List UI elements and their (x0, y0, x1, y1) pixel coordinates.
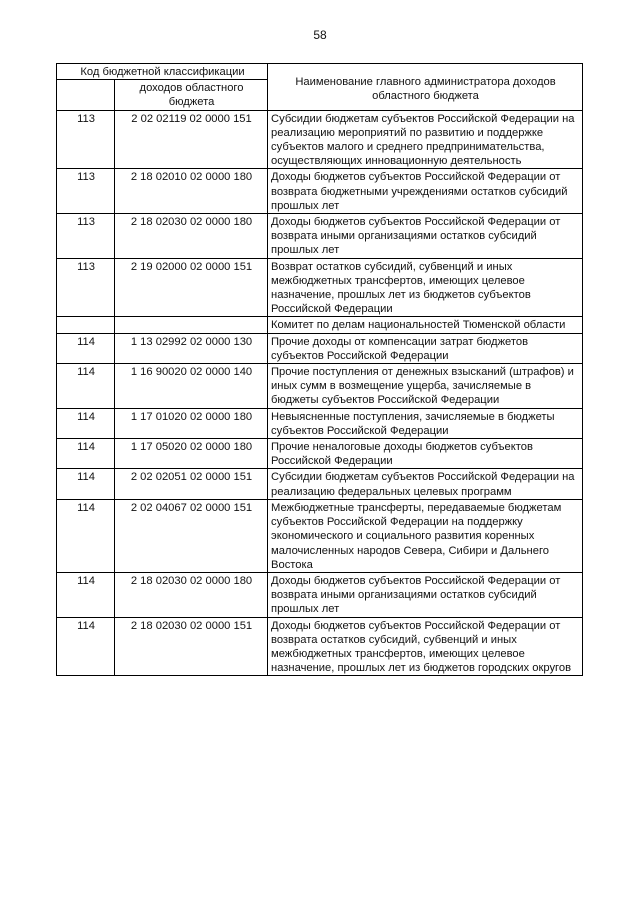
table-row (57, 617, 583, 676)
revenue-name-cell: Невыясненные поступления, зачисляемые в бюджеты субъектов Российской Федерации (268, 408, 583, 438)
revenue-name-cell: Доходы бюджетов субъектов Российской Федерации от возврата бюджетными учреждениями остатков субсидий прошлых лет (268, 169, 583, 214)
header-admin-blank (57, 80, 115, 110)
table-row (57, 572, 583, 617)
table-row (57, 214, 583, 259)
admin-code-cell: 114 (57, 617, 115, 676)
admin-code-cell: 114 (57, 572, 115, 617)
table-row (57, 439, 583, 469)
admin-code-cell: 113 (57, 169, 115, 214)
budget-code-cell: 2 18 02010 02 0000 180 (115, 169, 268, 214)
revenue-name-cell: Доходы бюджетов субъектов Российской Федерации от возврата остатков субсидий, субвенций и иных межбюджетных трансфертов, имеющих целевое назначение, прошлых лет из бюджетов городских округов (268, 617, 583, 676)
header-admin-name: Наименование главного администратора доходов областного бюджета (268, 64, 583, 111)
revenue-name-cell: Прочие доходы от компенсации затрат бюджетов субъектов Российской Федерации (268, 333, 583, 363)
budget-code-cell: 2 02 04067 02 0000 151 (115, 499, 268, 572)
revenue-name-cell: Доходы бюджетов субъектов Российской Федерации от возврата иными организациями остатков субсидий прошлых лет (268, 214, 583, 259)
budget-code-cell (115, 317, 268, 333)
budget-code-cell: 2 02 02119 02 0000 151 (115, 110, 268, 169)
budget-code-cell: 2 18 02030 02 0000 151 (115, 617, 268, 676)
revenue-name-cell: Субсидии бюджетам субъектов Российской Федерации на реализацию федеральных целевых программ (268, 469, 583, 499)
revenue-name-cell: Комитет по делам национальностей Тюменской области (268, 317, 583, 333)
table-header (57, 64, 583, 111)
table-row (57, 364, 583, 409)
revenue-name-cell: Доходы бюджетов субъектов Российской Федерации от возврата иными организациями остатков субсидий прошлых лет (268, 572, 583, 617)
budget-code-cell: 1 16 90020 02 0000 140 (115, 364, 268, 409)
budget-code-cell: 2 18 02030 02 0000 180 (115, 572, 268, 617)
table-row (57, 499, 583, 572)
table-row (57, 110, 583, 169)
table-body (57, 110, 583, 676)
header-income-code: доходов областного бюджета (115, 80, 268, 110)
section-header-row (57, 317, 583, 333)
admin-code-cell: 114 (57, 408, 115, 438)
table-row (57, 333, 583, 363)
revenue-name-cell: Возврат остатков субсидий, субвенций и иных межбюджетных трансфертов, имеющих целевое назначение, прошлых лет из бюджетов субъектов Российской Федерации (268, 258, 583, 317)
budget-code-cell: 2 02 02051 02 0000 151 (115, 469, 268, 499)
header-code-group: Код бюджетной классификации (57, 64, 268, 80)
budget-code-cell: 2 18 02030 02 0000 180 (115, 214, 268, 259)
admin-code-cell: 113 (57, 214, 115, 259)
admin-code-cell: 114 (57, 499, 115, 572)
revenue-name-cell: Межбюджетные трансферты, передаваемые бюджетам субъектов Российской Федерации на поддержку экономического и социального развития коренных малочисленных народов Севера, Сибири и Дальнего Востока (268, 499, 583, 572)
budget-code-cell: 1 17 01020 02 0000 180 (115, 408, 268, 438)
table-row (57, 258, 583, 317)
admin-code-cell: 114 (57, 364, 115, 409)
admin-code-cell: 114 (57, 439, 115, 469)
admin-code-cell: 114 (57, 469, 115, 499)
admin-code-cell: 113 (57, 110, 115, 169)
table-row (57, 469, 583, 499)
page-number: 58 (313, 28, 327, 42)
revenue-name-cell: Прочие поступления от денежных взысканий (штрафов) и иных сумм в возмещение ущерба, зачисляемые в бюджеты субъектов Российской Федерации (268, 364, 583, 409)
admin-code-cell: 114 (57, 333, 115, 363)
admin-code-cell (57, 317, 115, 333)
budget-code-cell: 2 19 02000 02 0000 151 (115, 258, 268, 317)
table-row (57, 169, 583, 214)
table-row (57, 408, 583, 438)
budget-classification-table (56, 63, 583, 676)
budget-code-cell: 1 17 05020 02 0000 180 (115, 439, 268, 469)
budget-code-cell: 1 13 02992 02 0000 130 (115, 333, 268, 363)
admin-code-cell: 113 (57, 258, 115, 317)
revenue-name-cell: Субсидии бюджетам субъектов Российской Федерации на реализацию мероприятий по развитию и поддержке субъектов малого и среднего предпринимательства, осуществляющих инновационную деятельность (268, 110, 583, 169)
revenue-name-cell: Прочие неналоговые доходы бюджетов субъектов Российской Федерации (268, 439, 583, 469)
